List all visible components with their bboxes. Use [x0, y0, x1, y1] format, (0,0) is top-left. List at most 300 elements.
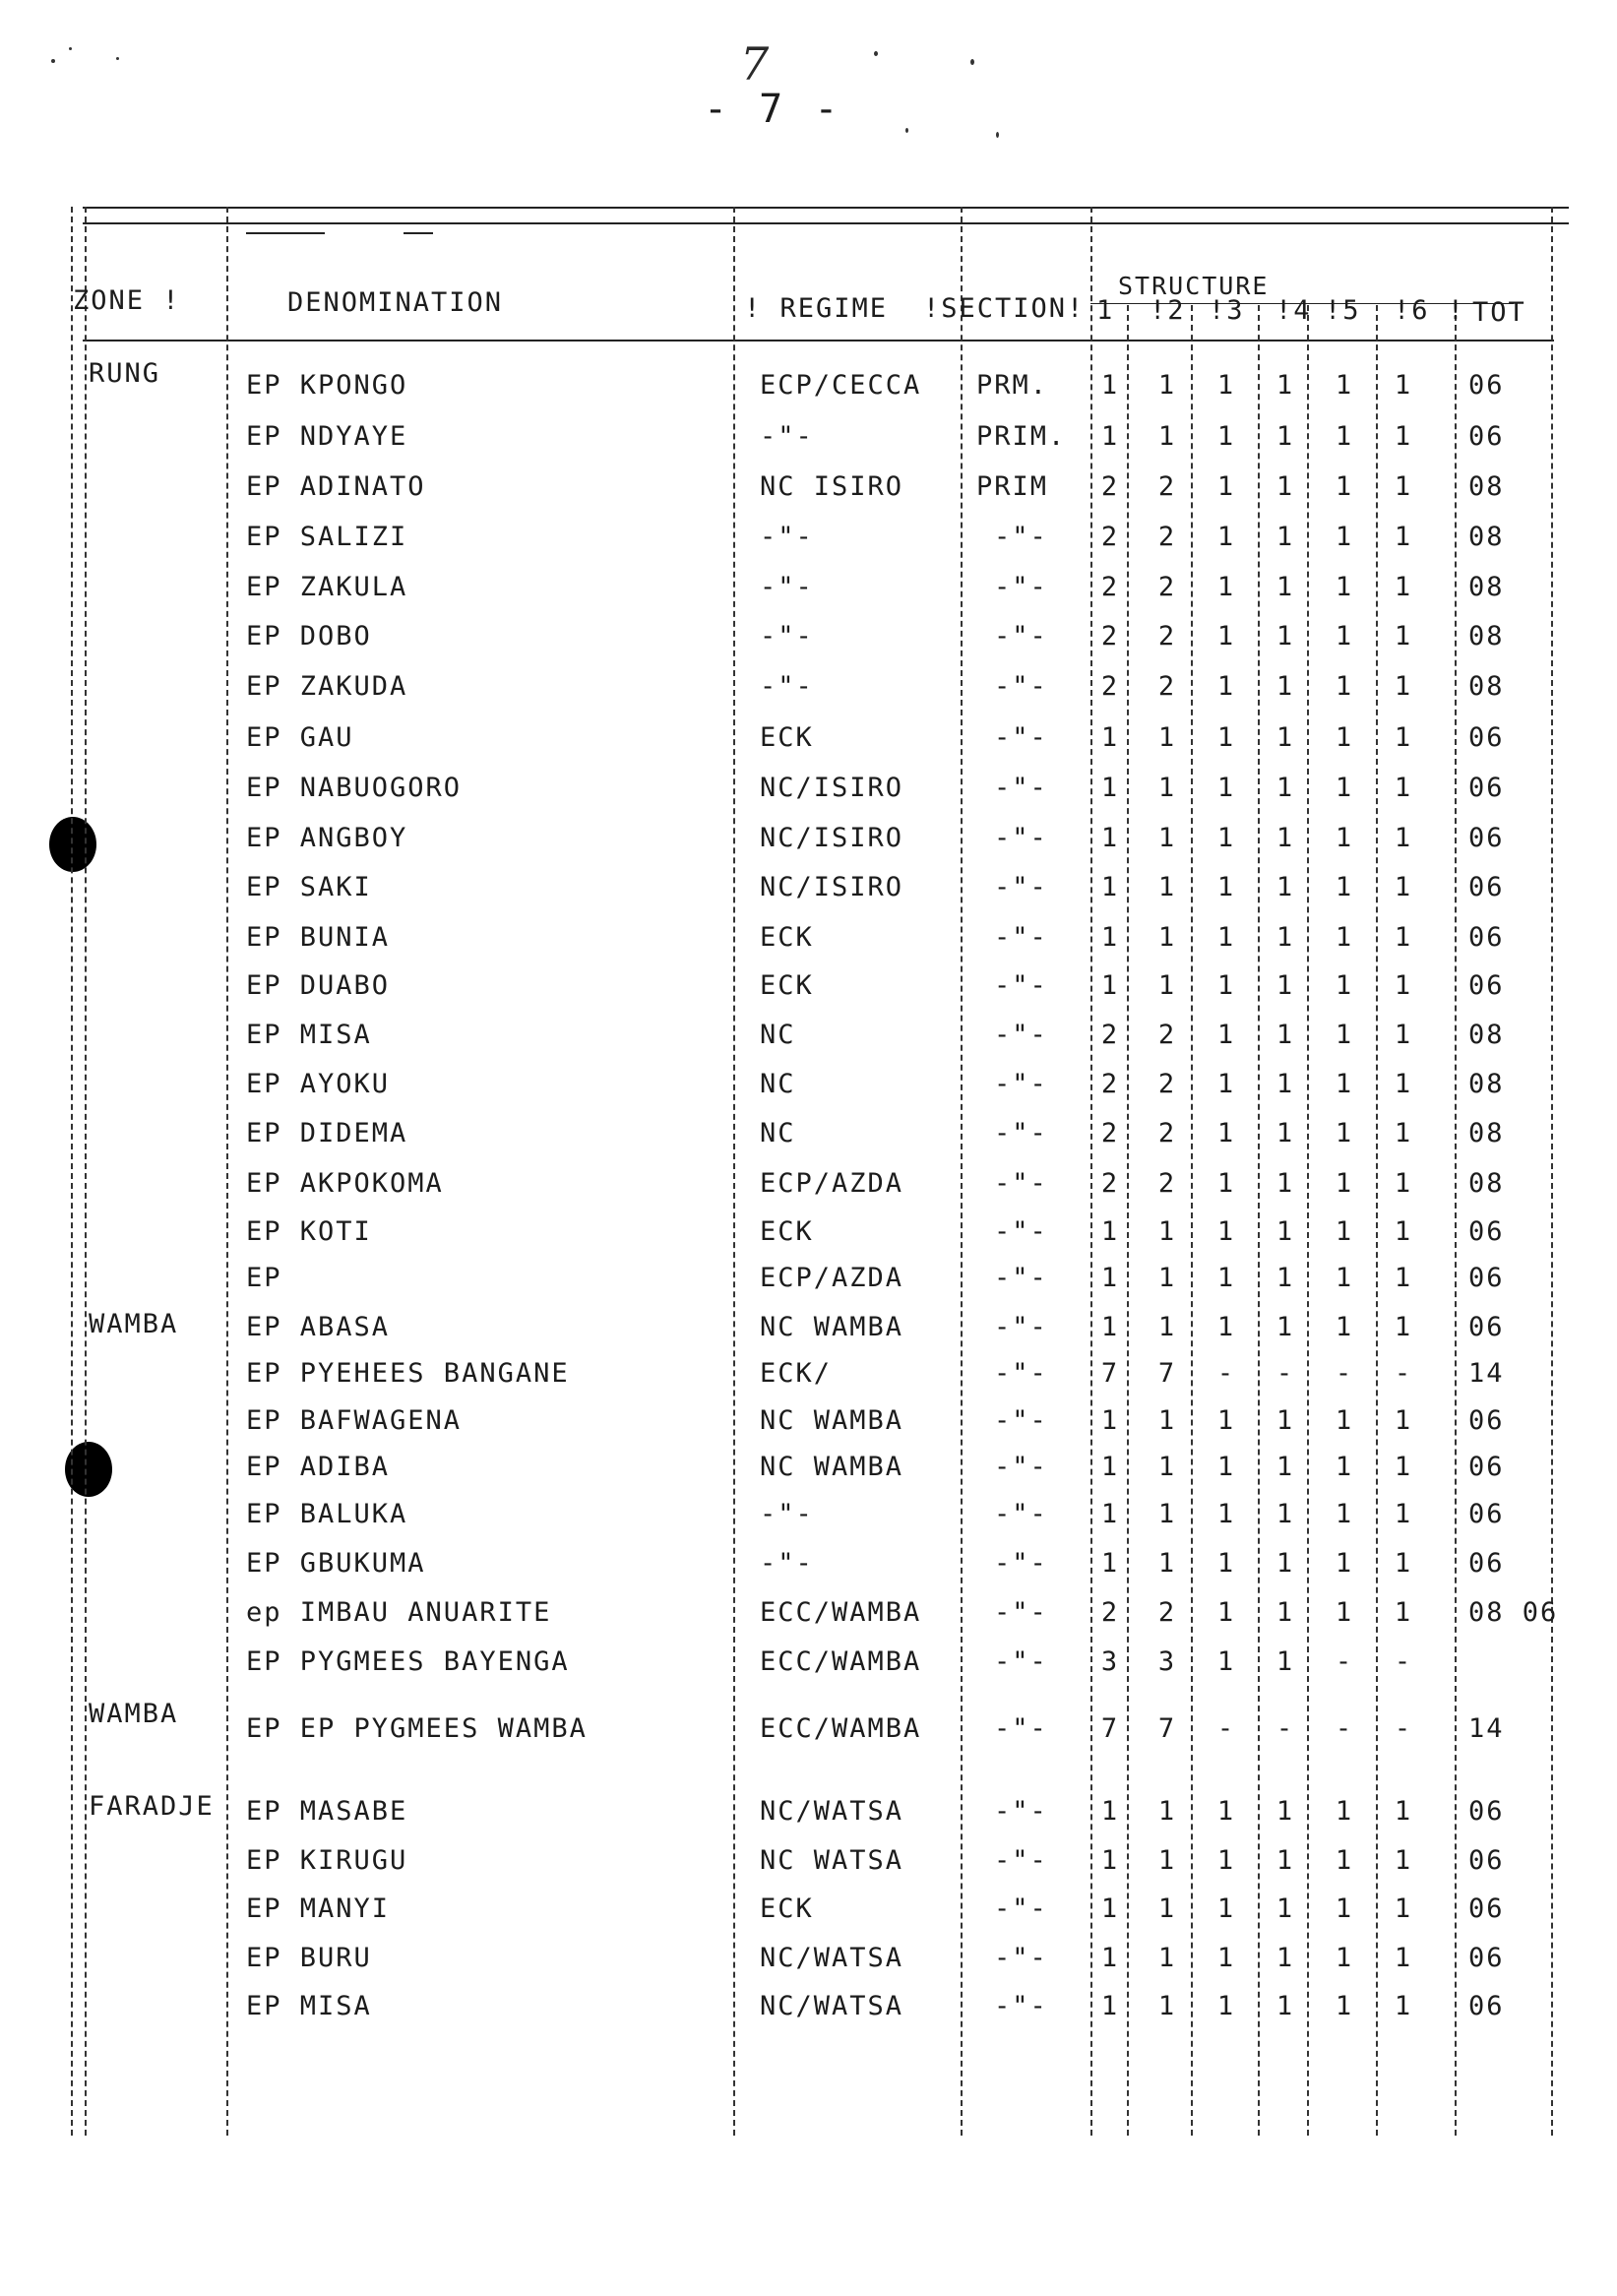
section-cell: -"-	[994, 1713, 1048, 1744]
denomination-cell: EP ADINATO	[246, 471, 426, 502]
structure-cell: 1	[1394, 1118, 1413, 1148]
structure-cell: 1	[1275, 1548, 1295, 1579]
section-cell: -"-	[994, 671, 1048, 702]
structure-cell: 2	[1157, 1118, 1177, 1148]
structure-cell: 1	[1275, 1020, 1295, 1050]
column-rule	[1307, 305, 1309, 2136]
table-rule	[404, 232, 433, 234]
structure-cell: 2	[1157, 1168, 1177, 1199]
structure-cell: 1	[1335, 1020, 1354, 1050]
total-cell: 06	[1468, 1263, 1505, 1293]
structure-cell: 1	[1394, 1893, 1413, 1924]
structure-cell: 2	[1100, 1597, 1120, 1628]
structure-cell: 1	[1394, 370, 1413, 401]
structure-cell: 1	[1216, 1020, 1236, 1050]
total-cell: 08	[1468, 1020, 1505, 1050]
handwritten-page-number: 7	[740, 37, 770, 91]
structure-cell: 1	[1157, 1499, 1177, 1529]
section-cell: -"-	[994, 1796, 1048, 1827]
structure-cell: 2	[1100, 1118, 1120, 1148]
structure-cell: 1	[1394, 1020, 1413, 1050]
structure-cell: 1	[1100, 722, 1120, 753]
total-cell: 06	[1468, 970, 1505, 1001]
regime-cell: NC ISIRO	[760, 471, 904, 502]
section-cell: -"-	[994, 1991, 1048, 2021]
structure-cell: 1	[1100, 1452, 1120, 1482]
regime-cell: ECP/AZDA	[760, 1263, 904, 1293]
regime-cell: ECK	[760, 722, 814, 753]
total-cell: 06	[1468, 722, 1505, 753]
structure-cell: 1	[1157, 1991, 1177, 2021]
total-cell: 06	[1468, 922, 1505, 953]
structure-cell: 2	[1157, 621, 1177, 652]
regime-cell: NC/ISIRO	[760, 872, 904, 902]
denomination-cell: ep IMBAU ANUARITE	[246, 1597, 552, 1628]
structure-cell: -	[1275, 1713, 1295, 1744]
structure-cell: 1	[1394, 1845, 1413, 1876]
regime-cell: NC/ISIRO	[760, 773, 904, 803]
section-cell: -"-	[994, 1499, 1048, 1529]
denomination-cell: EP SAKI	[246, 872, 372, 902]
scan-speck	[996, 132, 999, 138]
section-cell: -"-	[994, 1845, 1048, 1876]
structure-cell: 1	[1216, 823, 1236, 853]
section-cell: -"-	[994, 1263, 1048, 1293]
structure-cell: 1	[1216, 1893, 1236, 1924]
structure-cell: 1	[1216, 1646, 1236, 1677]
total-cell: 08	[1468, 572, 1505, 602]
total-cell: 06	[1468, 1845, 1505, 1876]
regime-cell: NC WAMBA	[760, 1452, 904, 1482]
structure-cell: 1	[1335, 1597, 1354, 1628]
structure-cell: 1	[1216, 671, 1236, 702]
structure-cell: 1	[1275, 1216, 1295, 1247]
structure-cell: -	[1394, 1646, 1413, 1677]
structure-cell: 1	[1216, 922, 1236, 953]
structure-cell: 1	[1100, 970, 1120, 1001]
total-cell: 06	[1468, 1452, 1505, 1482]
structure-cell: 1	[1335, 1118, 1354, 1148]
structure-cell: 1	[1394, 621, 1413, 652]
scan-speck	[69, 47, 72, 50]
structure-cell: 1	[1100, 1216, 1120, 1247]
structure-cell: 1	[1216, 1499, 1236, 1529]
structure-cell: 1	[1157, 1263, 1177, 1293]
total-cell: 06	[1468, 872, 1505, 902]
structure-cell: 1	[1216, 370, 1236, 401]
regime-cell: ECK	[760, 922, 814, 953]
denomination-cell: EP BAFWAGENA	[246, 1405, 463, 1436]
structure-cell: 2	[1157, 671, 1177, 702]
total-cell: 08	[1468, 671, 1505, 702]
structure-cell: 1	[1394, 1069, 1413, 1099]
section-cell: -"-	[994, 1118, 1048, 1148]
total-cell: 14	[1468, 1358, 1505, 1389]
regime-cell: NC WAMBA	[760, 1312, 904, 1342]
table-rule	[83, 340, 1554, 341]
structure-cell: 1	[1335, 1263, 1354, 1293]
structure-cell: 1	[1216, 1069, 1236, 1099]
structure-cell: 1	[1335, 1069, 1354, 1099]
structure-cell: 1	[1157, 922, 1177, 953]
structure-cell: 1	[1100, 1405, 1120, 1436]
structure-cell: 1	[1100, 1845, 1120, 1876]
denomination-cell: EP BUNIA	[246, 922, 391, 953]
structure-cell: 1	[1157, 1312, 1177, 1342]
page-number: - 7 -	[704, 87, 842, 132]
structure-cell: 1	[1157, 773, 1177, 803]
regime-cell: ECC/WAMBA	[760, 1713, 922, 1744]
denomination-cell: EP GAU	[246, 722, 354, 753]
structure-cell: 1	[1216, 1845, 1236, 1876]
structure-cell: 1	[1216, 1405, 1236, 1436]
structure-cell: 1	[1335, 1216, 1354, 1247]
column-rule	[1551, 207, 1553, 2136]
structure-cell: 7	[1157, 1358, 1177, 1389]
structure-cell: 1	[1335, 370, 1354, 401]
structure-cell: 1	[1275, 970, 1295, 1001]
structure-cell: 1	[1100, 1312, 1120, 1342]
denomination-cell: EP NABUOGORO	[246, 773, 463, 803]
regime-cell: -"-	[760, 621, 814, 652]
structure-cell: -	[1394, 1713, 1413, 1744]
structure-cell: 1	[1216, 1168, 1236, 1199]
column-rule	[71, 207, 73, 2136]
regime-cell: NC/ISIRO	[760, 823, 904, 853]
section-cell: -"-	[994, 872, 1048, 902]
total-cell: 06	[1468, 1405, 1505, 1436]
total-cell: 08 06	[1468, 1597, 1559, 1628]
structure-cell: 1	[1335, 1168, 1354, 1199]
column-rule	[85, 207, 87, 2136]
structure-cell: 1	[1216, 1991, 1236, 2021]
header-structure-col: !6 !	[1394, 295, 1466, 326]
denomination-cell: EP DIDEMA	[246, 1118, 408, 1148]
structure-cell: 1	[1216, 1216, 1236, 1247]
structure-cell: 1	[1100, 872, 1120, 902]
structure-cell: 1	[1216, 1452, 1236, 1482]
section-cell: -"-	[994, 522, 1048, 552]
structure-cell: -	[1216, 1713, 1236, 1744]
structure-cell: 1	[1216, 1312, 1236, 1342]
denomination-cell: EP AYOKU	[246, 1069, 391, 1099]
structure-cell: 1	[1394, 1168, 1413, 1199]
structure-cell: 1	[1100, 1943, 1120, 1973]
section-cell: -"-	[994, 1452, 1048, 1482]
regime-cell: -"-	[760, 522, 814, 552]
structure-cell: -	[1216, 1358, 1236, 1389]
total-cell: 06	[1468, 370, 1505, 401]
structure-cell: 2	[1157, 572, 1177, 602]
section-cell: -"-	[994, 1216, 1048, 1247]
structure-cell: 2	[1100, 671, 1120, 702]
denomination-cell: EP AKPOKOMA	[246, 1168, 444, 1199]
structure-cell: 1	[1335, 1312, 1354, 1342]
structure-cell: -	[1335, 1358, 1354, 1389]
denomination-cell: EP BALUKA	[246, 1499, 408, 1529]
structure-cell: 1	[1335, 1796, 1354, 1827]
regime-cell: ECC/WAMBA	[760, 1646, 922, 1677]
structure-cell: -	[1335, 1646, 1354, 1677]
structure-cell: 1	[1275, 421, 1295, 452]
regime-cell: ECK	[760, 1893, 814, 1924]
structure-cell: 1	[1216, 1263, 1236, 1293]
column-rule	[226, 207, 228, 2136]
structure-cell: 1	[1100, 1893, 1120, 1924]
structure-cell: 1	[1394, 823, 1413, 853]
column-rule	[961, 207, 963, 2136]
denomination-cell: EP BURU	[246, 1943, 372, 1973]
structure-cell: 1	[1275, 1168, 1295, 1199]
section-cell: -"-	[994, 1168, 1048, 1199]
structure-cell: 1	[1157, 872, 1177, 902]
structure-cell: 1	[1100, 370, 1120, 401]
structure-cell: 1	[1100, 1796, 1120, 1827]
zone-cell: FARADJE	[89, 1791, 215, 1822]
section-cell: -"-	[994, 922, 1048, 953]
structure-cell: 1	[1394, 922, 1413, 953]
structure-cell: 1	[1394, 970, 1413, 1001]
total-cell: 06	[1468, 1991, 1505, 2021]
denomination-cell: EP MISA	[246, 1020, 372, 1050]
structure-cell: 1	[1335, 1845, 1354, 1876]
structure-cell: 1	[1335, 621, 1354, 652]
scan-speck	[970, 59, 974, 65]
regime-cell: ECC/WAMBA	[760, 1597, 922, 1628]
structure-cell: 1	[1157, 1943, 1177, 1973]
denomination-cell: EP MISA	[246, 1991, 372, 2021]
regime-cell: NC	[760, 1020, 796, 1050]
structure-cell: 1	[1216, 1943, 1236, 1973]
structure-cell: 1	[1335, 1548, 1354, 1579]
structure-cell: 1	[1275, 1069, 1295, 1099]
regime-cell: -"-	[760, 1548, 814, 1579]
structure-cell: 1	[1335, 671, 1354, 702]
section-cell: PRM.	[976, 370, 1049, 401]
structure-cell: 1	[1216, 421, 1236, 452]
structure-cell: 2	[1157, 1069, 1177, 1099]
structure-cell: 1	[1275, 1796, 1295, 1827]
structure-cell: 1	[1275, 572, 1295, 602]
header-zone: ZONE !	[73, 285, 181, 316]
structure-cell: 1	[1335, 1893, 1354, 1924]
denomination-cell: EP ANGBOY	[246, 823, 408, 853]
structure-cell: 1	[1100, 1991, 1120, 2021]
regime-cell: ECK/	[760, 1358, 833, 1389]
structure-cell: 2	[1100, 522, 1120, 552]
structure-cell: 1	[1394, 471, 1413, 502]
punch-hole	[49, 817, 96, 872]
structure-cell: 2	[1157, 471, 1177, 502]
structure-cell: 1	[1275, 872, 1295, 902]
structure-cell: 1	[1157, 370, 1177, 401]
structure-cell: 2	[1100, 1168, 1120, 1199]
structure-cell: 7	[1157, 1713, 1177, 1744]
structure-cell: 1	[1394, 522, 1413, 552]
total-cell: 06	[1468, 823, 1505, 853]
total-cell: 08	[1468, 1069, 1505, 1099]
structure-cell: -	[1394, 1358, 1413, 1389]
header-structure-col: !3	[1209, 295, 1245, 326]
denomination-cell: EP PYEHEES BANGANE	[246, 1358, 570, 1389]
structure-cell: 1	[1275, 621, 1295, 652]
structure-cell: 1	[1100, 823, 1120, 853]
structure-cell: 1	[1275, 1991, 1295, 2021]
denomination-cell: EP EP PYGMEES WAMBA	[246, 1713, 588, 1744]
denomination-cell: EP ZAKULA	[246, 572, 408, 602]
denomination-cell: EP	[246, 1263, 282, 1293]
total-cell: 06	[1468, 421, 1505, 452]
structure-cell: 1	[1394, 1796, 1413, 1827]
section-cell: -"-	[994, 621, 1048, 652]
structure-cell: 2	[1100, 1020, 1120, 1050]
regime-cell: ECP/AZDA	[760, 1168, 904, 1199]
header-structure-col: !5	[1325, 295, 1361, 326]
header-structure-col: !4	[1275, 295, 1312, 326]
structure-cell: 1	[1394, 722, 1413, 753]
structure-cell: 1	[1335, 1452, 1354, 1482]
total-cell: 08	[1468, 471, 1505, 502]
regime-cell: NC	[760, 1118, 796, 1148]
section-cell: -"-	[994, 1358, 1048, 1389]
total-cell: 08	[1468, 621, 1505, 652]
total-cell: 08	[1468, 1168, 1505, 1199]
structure-cell: 1	[1100, 922, 1120, 953]
column-rule	[733, 207, 735, 2136]
total-cell: 06	[1468, 773, 1505, 803]
section-cell: -"-	[994, 722, 1048, 753]
structure-cell: 1	[1157, 1845, 1177, 1876]
section-cell: -"-	[994, 823, 1048, 853]
section-cell: -"-	[994, 1646, 1048, 1677]
structure-cell: 1	[1275, 1312, 1295, 1342]
structure-cell: 1	[1275, 1452, 1295, 1482]
structure-cell: 2	[1100, 621, 1120, 652]
regime-cell: -"-	[760, 1499, 814, 1529]
total-cell: 06	[1468, 1548, 1505, 1579]
structure-cell: 1	[1335, 922, 1354, 953]
structure-cell: 1	[1335, 1991, 1354, 2021]
total-cell: 08	[1468, 1118, 1505, 1148]
structure-cell: 1	[1216, 970, 1236, 1001]
structure-cell: 1	[1394, 1263, 1413, 1293]
structure-cell: -	[1335, 1713, 1354, 1744]
structure-cell: 1	[1157, 823, 1177, 853]
structure-cell: 1	[1157, 1216, 1177, 1247]
denomination-cell: EP DUABO	[246, 970, 391, 1001]
regime-cell: ECP/CECCA	[760, 370, 922, 401]
structure-cell: 1	[1275, 922, 1295, 953]
structure-cell: 1	[1394, 1499, 1413, 1529]
structure-cell: 1	[1275, 1893, 1295, 1924]
structure-cell: 1	[1100, 421, 1120, 452]
structure-cell: 1	[1157, 1452, 1177, 1482]
structure-cell: 1	[1157, 1796, 1177, 1827]
structure-cell: 1	[1157, 1893, 1177, 1924]
structure-cell: -	[1275, 1358, 1295, 1389]
structure-cell: 1	[1275, 1118, 1295, 1148]
structure-cell: 1	[1100, 773, 1120, 803]
structure-cell: 1	[1275, 1499, 1295, 1529]
structure-cell: 1	[1394, 572, 1413, 602]
structure-cell: 1	[1275, 1845, 1295, 1876]
structure-cell: 3	[1157, 1646, 1177, 1677]
structure-cell: 1	[1216, 621, 1236, 652]
column-rule	[1376, 305, 1378, 2136]
structure-cell: 1	[1157, 1405, 1177, 1436]
regime-cell: NC/WATSA	[760, 1796, 904, 1827]
structure-cell: 1	[1216, 773, 1236, 803]
structure-cell: 1	[1157, 421, 1177, 452]
structure-cell: 2	[1100, 572, 1120, 602]
structure-cell: 1	[1157, 970, 1177, 1001]
structure-cell: 1	[1157, 722, 1177, 753]
total-cell: 06	[1468, 1796, 1505, 1827]
section-cell: -"-	[994, 1312, 1048, 1342]
section-cell: -"-	[994, 572, 1048, 602]
section-cell: PRIM.	[976, 421, 1067, 452]
structure-cell: 1	[1335, 722, 1354, 753]
column-rule	[1191, 305, 1193, 2136]
regime-cell: NC	[760, 1069, 796, 1099]
structure-cell: 1	[1216, 872, 1236, 902]
structure-cell: 2	[1100, 1069, 1120, 1099]
structure-cell: 1	[1275, 370, 1295, 401]
table-rule	[246, 232, 325, 234]
regime-cell: ECK	[760, 1216, 814, 1247]
structure-cell: 1	[1216, 722, 1236, 753]
structure-cell: 1	[1394, 1452, 1413, 1482]
structure-cell: 1	[1275, 1263, 1295, 1293]
total-cell: 14	[1468, 1713, 1505, 1744]
structure-cell: 1	[1275, 522, 1295, 552]
structure-cell: 1	[1335, 1943, 1354, 1973]
denomination-cell: EP ZAKUDA	[246, 671, 408, 702]
structure-cell: 1	[1335, 872, 1354, 902]
structure-cell: 1	[1394, 1943, 1413, 1973]
structure-cell: 2	[1157, 1020, 1177, 1050]
structure-cell: 1	[1394, 1405, 1413, 1436]
header-total: TOT	[1472, 297, 1526, 328]
total-cell: 06	[1468, 1943, 1505, 1973]
structure-cell: 7	[1100, 1358, 1120, 1389]
structure-cell: 1	[1100, 1263, 1120, 1293]
header-section: !SECTION!	[923, 293, 1086, 324]
zone-cell: RUNG	[89, 358, 161, 389]
structure-cell: 1	[1394, 773, 1413, 803]
section-cell: -"-	[994, 1020, 1048, 1050]
denomination-cell: EP KIRUGU	[246, 1845, 408, 1876]
structure-cell: 1	[1216, 522, 1236, 552]
scan-speck	[51, 59, 55, 63]
structure-cell: 1	[1100, 1499, 1120, 1529]
structure-cell: 1	[1394, 671, 1413, 702]
header-structure-col: 1	[1096, 295, 1115, 326]
structure-cell: 1	[1394, 1991, 1413, 2021]
regime-cell: -"-	[760, 572, 814, 602]
structure-cell: 3	[1100, 1646, 1120, 1677]
structure-cell: 1	[1216, 1548, 1236, 1579]
denomination-cell: EP MANYI	[246, 1893, 391, 1924]
section-cell: PRIM	[976, 471, 1049, 502]
zone-cell: WAMBA	[89, 1699, 179, 1729]
structure-cell: 1	[1275, 1646, 1295, 1677]
section-cell: -"-	[994, 1597, 1048, 1628]
denomination-cell: EP ABASA	[246, 1312, 391, 1342]
zone-cell: WAMBA	[89, 1309, 179, 1339]
structure-cell: 1	[1335, 1499, 1354, 1529]
structure-cell: 1	[1275, 823, 1295, 853]
